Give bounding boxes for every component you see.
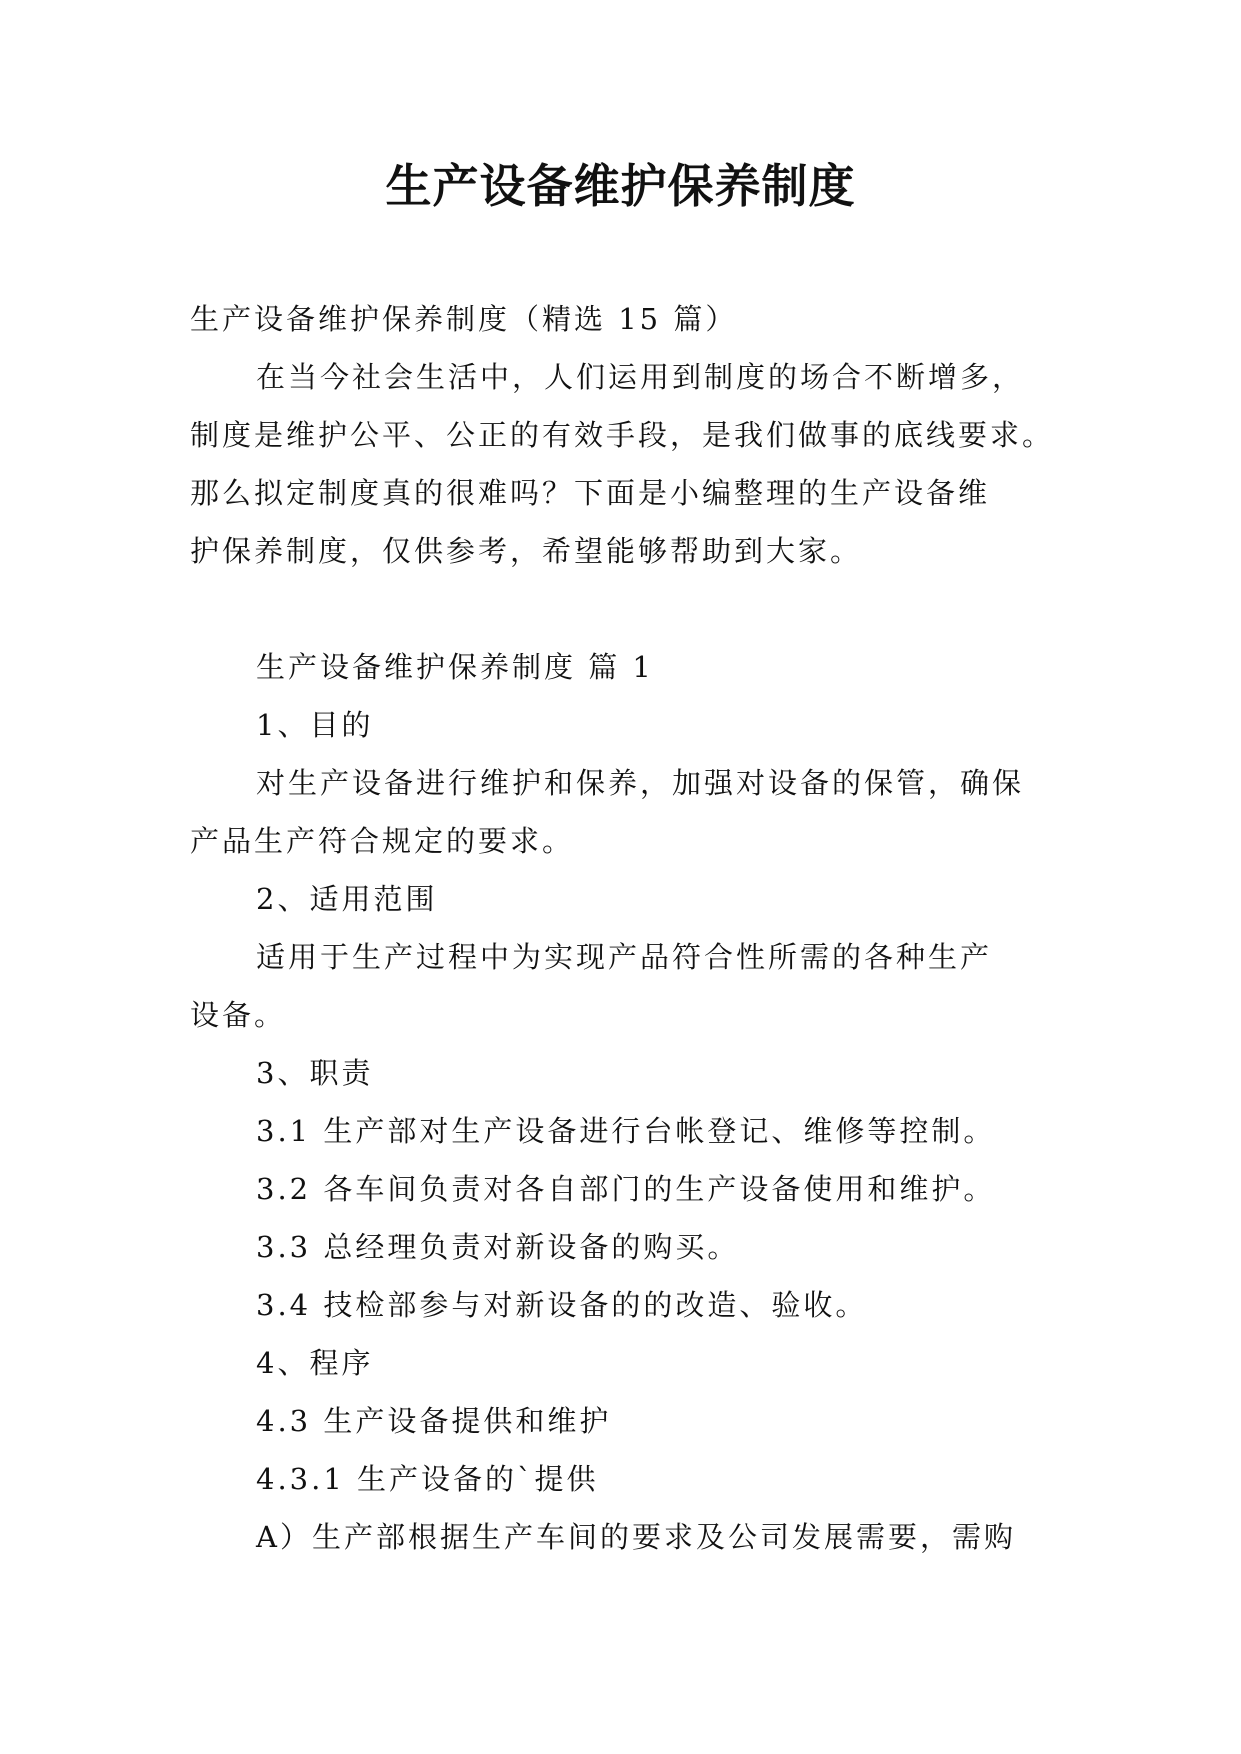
body-line: 3.4 技检部参与对新设备的的改造、验收。 bbox=[256, 1288, 868, 1322]
body-line: 3.2 各车间负责对各自部门的生产设备使用和维护。 bbox=[256, 1172, 996, 1206]
body-line: 适用于生产过程中为实现产品符合性所需的各种生产 bbox=[256, 940, 993, 974]
body-line: 对生产设备进行维护和保养，加强对设备的保管，确保 bbox=[256, 766, 1025, 800]
body-line: 产品生产符合规定的要求。 bbox=[190, 824, 575, 858]
body-line: 1、目的 bbox=[256, 708, 374, 742]
document-title: 生产设备维护保养制度 bbox=[385, 159, 856, 213]
section-content bbox=[190, 696, 1070, 1566]
paragraph-spacer bbox=[190, 580, 1070, 638]
body-line: 4.3.1 生产设备的`提供 bbox=[256, 1462, 599, 1496]
intro-line: 在当今社会生活中，人们运用到制度的场合不断增多， bbox=[256, 360, 1025, 394]
body-line: 设备。 bbox=[190, 998, 287, 1032]
document-subtitle: 生产设备维护保养制度（精选 15 篇） bbox=[190, 302, 738, 336]
document-body bbox=[190, 290, 1070, 1566]
body-line: 2、适用范围 bbox=[256, 882, 438, 916]
body-line: 3.1 生产部对生产设备进行台帐登记、维修等控制。 bbox=[256, 1114, 996, 1148]
body-line: A）生产部根据生产车间的要求及公司发展需要，需购 bbox=[256, 1520, 1016, 1554]
body-line: 4、程序 bbox=[256, 1346, 374, 1380]
intro-line: 护保养制度，仅供参考，希望能够帮助到大家。 bbox=[190, 534, 863, 568]
body-line: 4.3 生产设备提供和维护 bbox=[256, 1404, 612, 1438]
intro-line: 制度是维护公平、公正的有效手段，是我们做事的底线要求。 bbox=[190, 418, 1055, 452]
body-line: 3、职责 bbox=[256, 1056, 374, 1090]
intro-line: 那么拟定制度真的很难吗？下面是小编整理的生产设备维 bbox=[190, 476, 991, 510]
section-heading: 生产设备维护保养制度 篇 1 bbox=[256, 650, 654, 684]
body-line: 3.3 总经理负责对新设备的购买。 bbox=[256, 1230, 740, 1264]
